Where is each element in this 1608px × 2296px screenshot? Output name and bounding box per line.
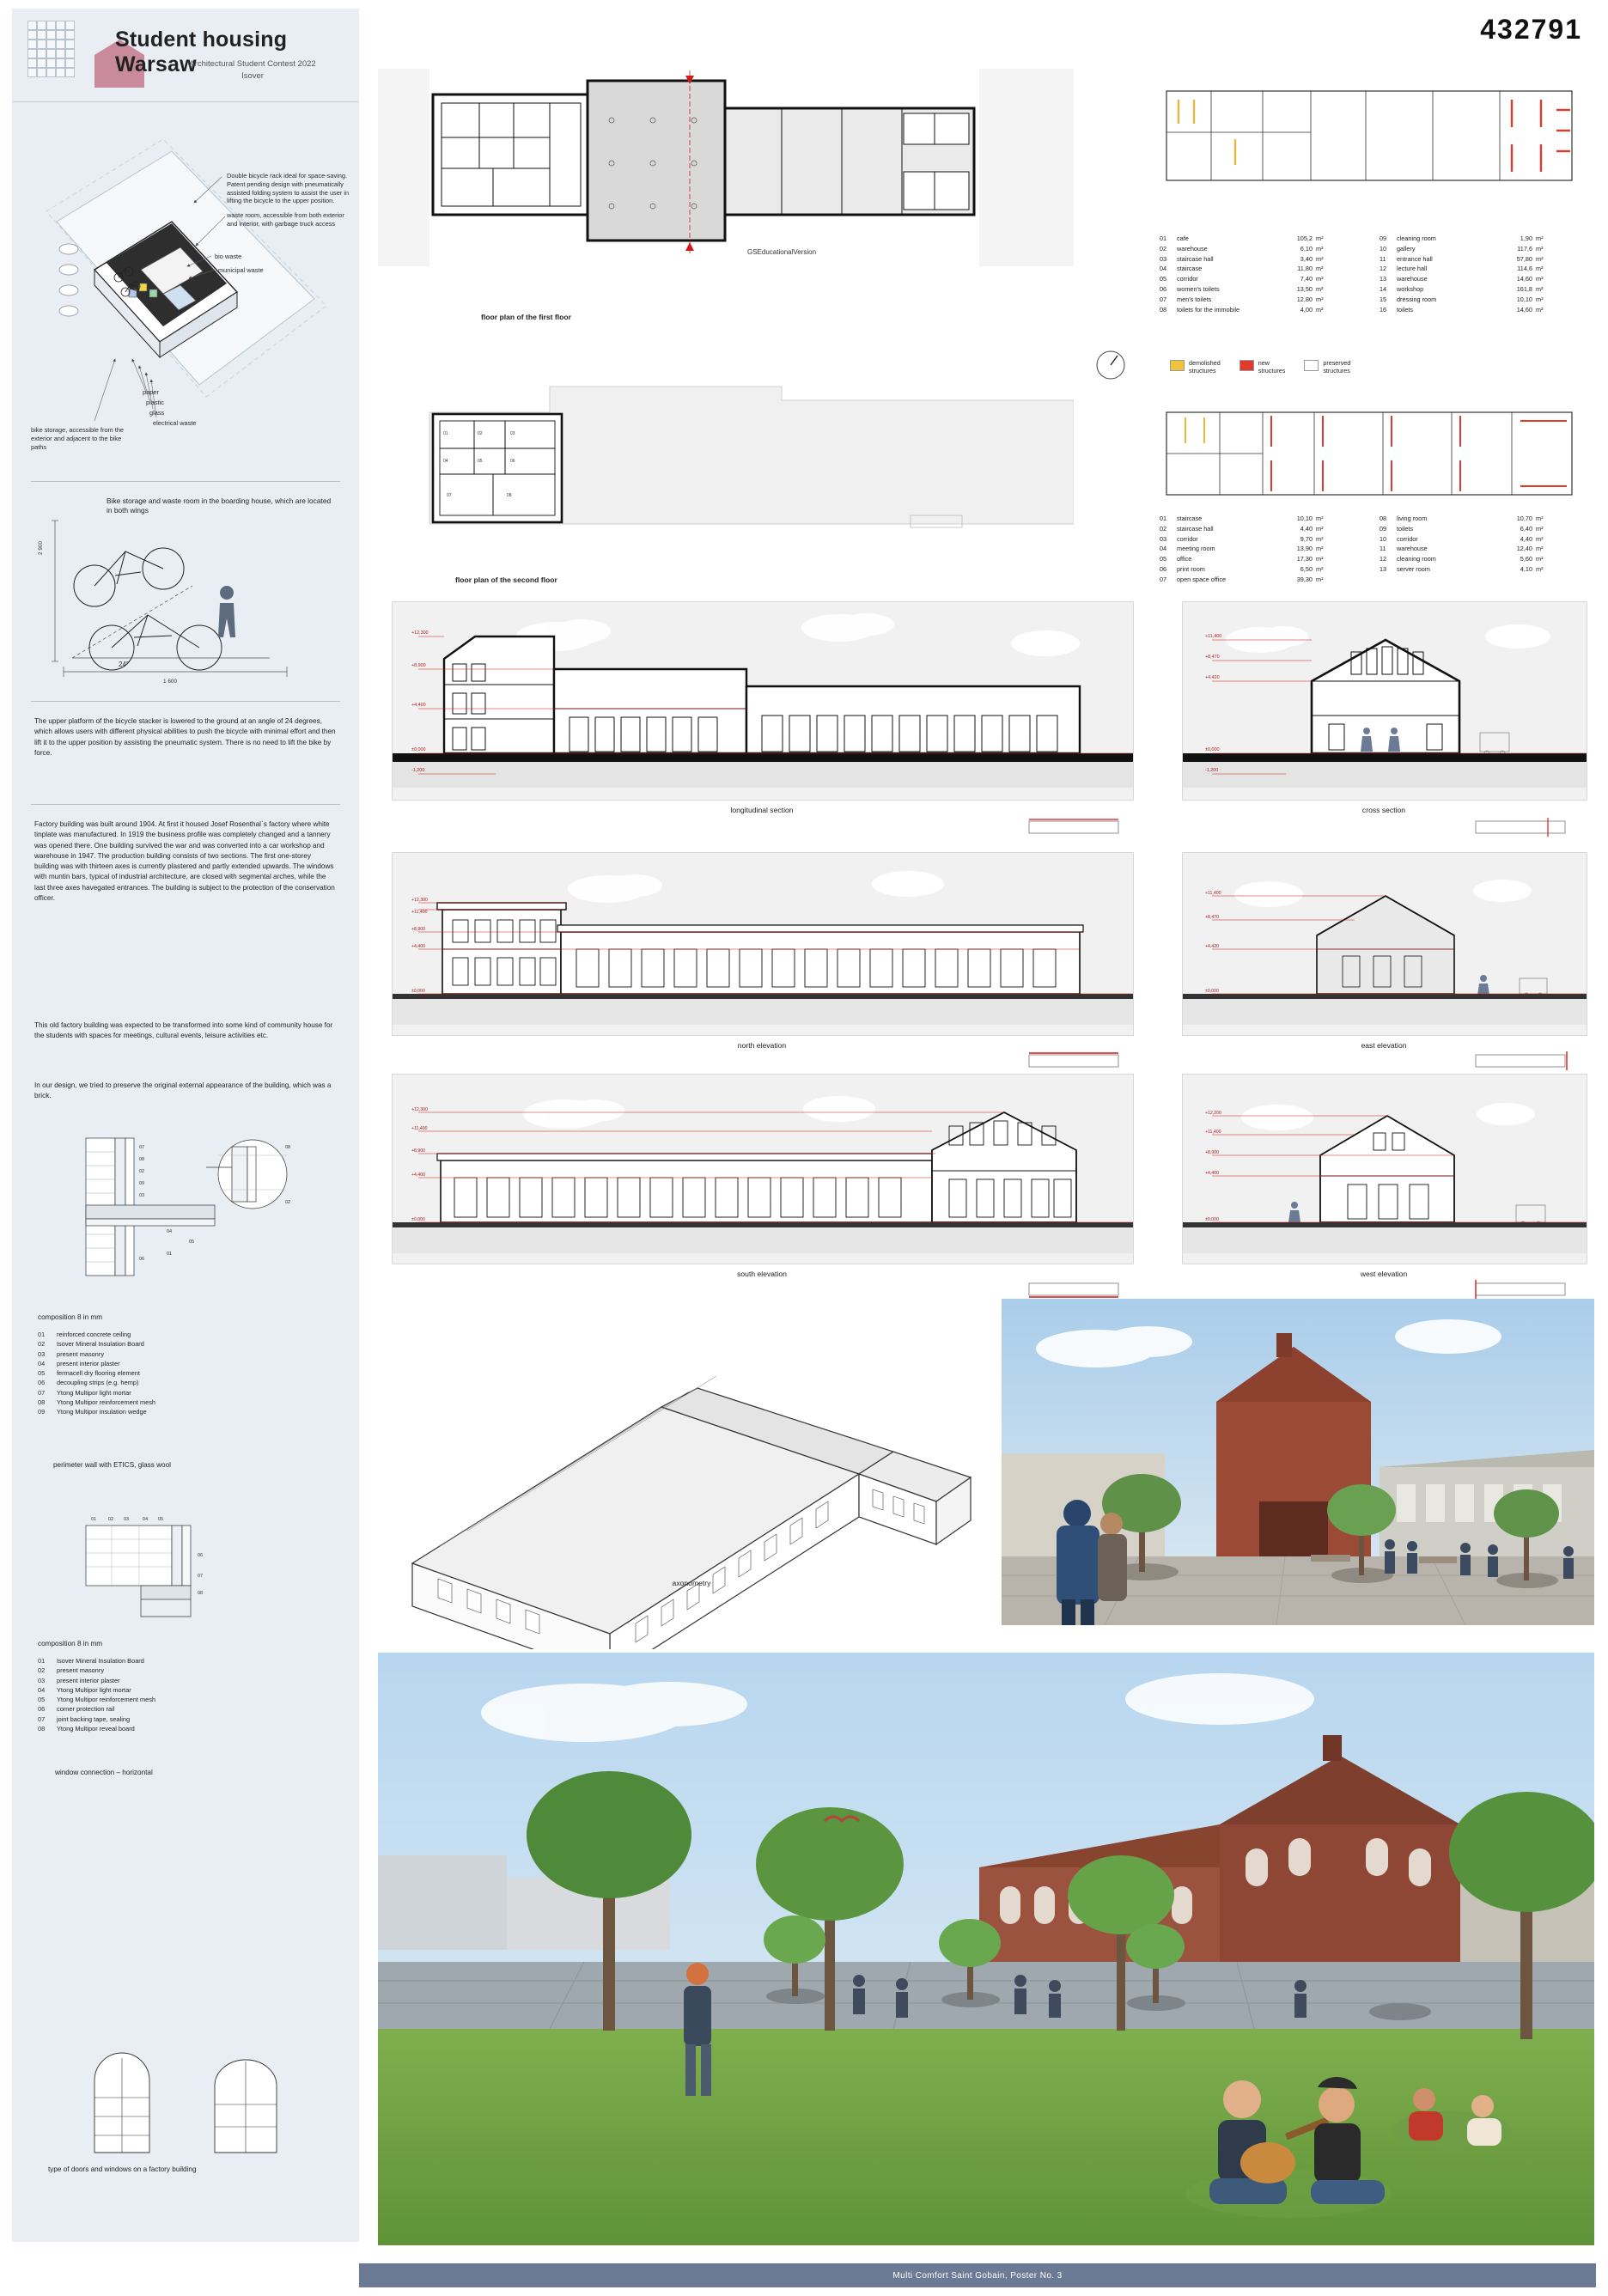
list-item: 08 Ytong Multipor reveal board	[38, 1724, 135, 1733]
legend-row: 16 toilets 14,60 m²	[1380, 305, 1544, 314]
svg-text:+12,200: +12,200	[1205, 1111, 1221, 1116]
svg-text:-1,200: -1,200	[1205, 768, 1219, 773]
svg-text:±0,000: ±0,000	[411, 747, 426, 752]
footer-text: Multi Comfort Saint Gobain, Poster No. 3	[892, 2270, 1063, 2281]
svg-text:05: 05	[158, 1517, 164, 1522]
legend-row: 11 warehouse 12,40 m²	[1380, 545, 1544, 553]
svg-text:05: 05	[478, 459, 483, 464]
legend-row: 05 office 17,30 m²	[1160, 555, 1324, 563]
legend-row: 12 lecture hall 114,6 m²	[1380, 265, 1544, 273]
legend-row: 01 cafe 105,2 m²	[1160, 234, 1324, 242]
svg-text:+11,400: +11,400	[1205, 1130, 1221, 1135]
swatch-new: new structures	[1240, 359, 1286, 375]
bike-waste-axonometry	[12, 101, 359, 496]
legend-row: 01 staircase 10,10 m²	[1160, 515, 1324, 522]
ground-legend-right	[1380, 234, 1553, 315]
svg-text:±0,000: ±0,000	[411, 989, 425, 994]
annotation-bio-waste: bio waste	[215, 253, 242, 260]
detail-2-list	[38, 1656, 155, 1733]
annotation-bike-storage: bike storage, accessible from the exterior and adjacent to the bike paths	[31, 426, 125, 451]
svg-text:+8,900: +8,900	[411, 927, 426, 932]
north-elevation-keyplan	[1027, 1050, 1122, 1072]
south-elevation-label: south elevation	[737, 1270, 787, 1278]
swatch-preserved: preserved structures	[1304, 359, 1350, 375]
south-elevation-keyplan	[1027, 1278, 1122, 1300]
svg-text:04: 04	[443, 459, 448, 464]
legend-row: 15 dressing room 10,10 m²	[1380, 295, 1544, 303]
divider-2	[31, 701, 340, 702]
svg-text:09: 09	[139, 1181, 145, 1186]
windows-caption: type of doors and windows on a factory building	[48, 2165, 197, 2173]
legend-row: 03 corridor 9,70 m²	[1160, 534, 1324, 543]
list-item: 04 present interior plaster	[38, 1359, 120, 1367]
svg-text:+8,470: +8,470	[1205, 915, 1220, 920]
wall-detail-2-drawing	[38, 1505, 338, 1634]
longitudinal-section-drawing	[392, 601, 1134, 801]
svg-text:01: 01	[443, 431, 448, 436]
svg-text:+12,300: +12,300	[411, 630, 429, 636]
render-lawn	[378, 1653, 1594, 2245]
svg-text:+8,900: +8,900	[1205, 1150, 1220, 1155]
detail-1-caption: perimeter wall with ETICS, glass wool	[53, 1461, 171, 1469]
svg-text:07: 07	[198, 1574, 204, 1579]
north-elevation-drawing	[392, 852, 1134, 1036]
svg-text:+4,400: +4,400	[411, 703, 426, 708]
svg-text:+11,400: +11,400	[411, 1126, 428, 1131]
svg-text:02: 02	[139, 1169, 145, 1174]
svg-text:+4,420: +4,420	[1205, 944, 1220, 949]
divider-1	[31, 481, 340, 482]
annotation-municipal-waste: municipal waste	[218, 266, 264, 274]
east-elevation-label: east elevation	[1361, 1041, 1407, 1050]
detail-2-caption: window connection – horizontal	[55, 1769, 153, 1776]
svg-text:+12,300: +12,300	[411, 898, 428, 903]
svg-text:06: 06	[198, 1553, 204, 1558]
wall-detail-1-drawing	[38, 1130, 338, 1306]
building-axonometry-drawing	[378, 1306, 1005, 1649]
list-item: 03 present interior plaster	[38, 1676, 120, 1684]
north-compass-icon	[1093, 347, 1129, 383]
detail-1-title: composition 8 in mm	[38, 1313, 103, 1321]
longitudinal-section-keyplan	[1027, 816, 1122, 838]
svg-text:GSEducationalVersion: GSEducationalVersion	[747, 248, 817, 256]
upper-legend-right	[1380, 514, 1553, 575]
cross-section-drawing	[1182, 601, 1587, 801]
svg-text:07: 07	[139, 1145, 145, 1150]
legend-row: 08 living room 10,70 m²	[1380, 515, 1544, 522]
svg-text:08: 08	[198, 1591, 204, 1596]
legend-row: 11 entrance hall 57,80 m²	[1380, 254, 1544, 263]
legend-row: 04 staircase 11,80 m²	[1160, 265, 1324, 273]
west-elevation-label: west elevation	[1360, 1270, 1408, 1278]
second-floor-plan	[378, 361, 1074, 576]
svg-text:-1,200: -1,200	[411, 768, 425, 773]
upper-floor-intervention-plan	[1160, 404, 1589, 507]
svg-text:08: 08	[285, 1145, 291, 1150]
svg-text:+12,300: +12,300	[411, 1107, 428, 1112]
upper-floor-legend	[1160, 514, 1589, 608]
svg-text:03: 03	[510, 431, 515, 436]
list-item: 05 Ytong Multipor reinforcement mesh	[38, 1696, 156, 1703]
svg-text:+11,400: +11,400	[411, 910, 428, 915]
list-item: 08 Ytong Multipor reinforcement mesh	[38, 1398, 156, 1406]
poster-footer	[359, 2263, 1596, 2287]
paragraph-transformation: This old factory building was expected to be transformed into some kind of community house for the students with spaces for meetings, cultural events, leisure activities etc.	[34, 1021, 333, 1040]
bike-stacker-diagram	[12, 490, 359, 704]
svg-text:+4,400: +4,400	[411, 1172, 426, 1178]
existing-plan-diagram	[1160, 79, 1589, 199]
svg-text:03: 03	[139, 1193, 145, 1198]
list-item: 01 Isover Mineral Insulation Board	[38, 1657, 144, 1665]
svg-text:06: 06	[510, 459, 515, 464]
annotation-glass: glass	[149, 409, 165, 417]
annotation-plastic: plastic	[146, 399, 164, 406]
svg-text:±0,000: ±0,000	[1205, 989, 1219, 994]
east-elevation-keyplan	[1474, 1050, 1568, 1072]
svg-text:01: 01	[167, 1252, 173, 1257]
list-item: 06 decoupling strips (e.g. hemp)	[38, 1379, 139, 1387]
bike-stacker-svg	[12, 490, 359, 704]
legend-row: 07 open space office 39,30 m²	[1160, 575, 1324, 583]
svg-text:02: 02	[108, 1517, 114, 1522]
legend-row: 05 corridor 7,40 m²	[1160, 275, 1324, 283]
legend-row: 10 gallery 117,6 m²	[1380, 244, 1544, 253]
svg-text:03: 03	[124, 1517, 130, 1522]
swatch-demolished: demolished structures	[1170, 359, 1221, 375]
svg-text:±0,000: ±0,000	[411, 1217, 425, 1222]
window-types-drawing	[38, 2044, 338, 2156]
svg-text:07: 07	[447, 493, 452, 498]
legend-row: 10 corridor 4,40 m²	[1380, 534, 1544, 543]
axonometry-label: axonometry	[672, 1579, 711, 1587]
legend-row: 04 meeting room 13,90 m²	[1160, 545, 1324, 553]
legend-row: 02 warehouse 6,10 m²	[1160, 244, 1324, 253]
render-courtyard	[1002, 1299, 1594, 1625]
svg-text:+4,420: +4,420	[1205, 675, 1220, 680]
legend-row: 14 workshop 161,8 m²	[1380, 285, 1544, 294]
legend-row: 03 staircase hall 3,40 m²	[1160, 254, 1324, 263]
list-item: 02 Isover Mineral Insulation Board	[38, 1340, 144, 1349]
bike-storage-caption: Bike storage and waste room in the boarding house, which are located in both wings	[107, 496, 332, 515]
legend-row: 09 cleaning room 1,90 m²	[1380, 234, 1544, 242]
list-item: 04 Ytong Multipor light mortar	[38, 1685, 131, 1694]
svg-text:±0,000: ±0,000	[1205, 747, 1220, 752]
second-floor-plan-label: floor plan of the second floor	[455, 576, 557, 584]
page-title: Student housing Warsaw	[115, 27, 288, 76]
structure-legend	[1170, 359, 1350, 375]
ground-legend-left	[1160, 234, 1333, 315]
legend-row: 12 cleaning room 5,60 m²	[1380, 555, 1544, 563]
contest-sponsor: Isover	[241, 71, 264, 82]
west-elevation-drawing	[1182, 1074, 1587, 1264]
list-item: 07 Ytong Multipor light mortar	[38, 1388, 131, 1397]
legend-row: 06 print room 6,50 m²	[1160, 565, 1324, 574]
dim-width: 1 600	[163, 679, 177, 685]
list-item: 09 Ytong Multipor insulation wedge	[38, 1408, 147, 1416]
legend-row: 06 women's toilets 13,50 m²	[1160, 285, 1324, 294]
left-column	[12, 9, 359, 2242]
list-item: 05 fermacell dry flooring element	[38, 1369, 140, 1377]
legend-row: 13 server room 4,10 m²	[1380, 565, 1544, 574]
legend-row: 08 toilets for the immobile 4,00 m²	[1160, 305, 1324, 314]
paragraph-stacker: The upper platform of the bicycle stacker is lowered to the ground at an angle of 24 degrees, which allows users with different physical abilities to push the bicycle with minimal effort and then lift it to the upper position by assisting the pneumatic system. There is no need to lift the bike by force.	[34, 717, 336, 757]
longitudinal-section-label: longitudinal section	[730, 806, 794, 814]
annotation-bike-rack: Double bicycle rack ideal for space-saving. Patent pending design with pneumatically assisted folding system to assist the user in lifting the bicycle to the upper position.	[227, 172, 350, 205]
east-elevation-drawing	[1182, 852, 1587, 1036]
first-floor-plan-label: floor plan of the first floor	[481, 313, 572, 321]
annotation-waste-room: waste room, accessible from both exterior and interior, with garbage truck access	[227, 211, 344, 228]
svg-text:08: 08	[139, 1157, 145, 1162]
svg-text:+4,400: +4,400	[411, 944, 426, 949]
north-elevation-label: north elevation	[737, 1041, 787, 1050]
svg-text:01: 01	[91, 1517, 97, 1522]
list-item: 07 joint backing tape, sealing	[38, 1714, 131, 1723]
detail-1-list	[38, 1330, 155, 1416]
svg-text:+11,400: +11,400	[1205, 634, 1222, 639]
dim-height: 2 900	[38, 541, 44, 555]
svg-text:24°: 24°	[119, 661, 130, 668]
list-item: 06 corner protection rail	[38, 1705, 115, 1714]
divider-3	[31, 804, 340, 805]
legend-row: 07 men's toilets 12,80 m²	[1160, 295, 1324, 303]
upper-legend-left	[1160, 514, 1333, 585]
legend-row: 13 warehouse 14,60 m²	[1380, 275, 1544, 283]
list-item: 03 present masonry	[38, 1349, 105, 1358]
paragraph-history: Factory building was built around 1904. At first it housed Josef Rosenthal`s factory where white tinplate was manufactured. In 1919 the business profile was completely changed and a tannery was opened there. One building survived the war and was converted into a car workshop and warehouse in 1947. The production building consists of two sections. The first one-storey building was with thirteen axes is currently plastered and partly extended upwards. The windows with muntin bars, typical of industrial architecture, are closed with segmental arches, while the last three axes havegated entrances. The building is subject to the protection of the conservation officer.	[34, 820, 335, 903]
contest-subtitle	[184, 58, 321, 83]
west-elevation-keyplan	[1474, 1278, 1568, 1300]
first-floor-plan	[378, 69, 1074, 292]
south-elevation-drawing	[392, 1074, 1134, 1264]
list-item: 01 reinforced concrete ceiling	[38, 1331, 131, 1338]
detail-2-title: composition 8 in mm	[38, 1640, 103, 1647]
ground-floor-legend	[1160, 234, 1589, 337]
svg-text:04: 04	[167, 1229, 173, 1234]
annotation-electrical-waste: electrical waste	[153, 419, 197, 427]
list-item: 02 present masonry	[38, 1666, 105, 1675]
cross-section-label: cross section	[1361, 806, 1406, 814]
contest-name: Architectural Student Contest 2022	[189, 59, 316, 69]
svg-text:+8,900: +8,900	[411, 1148, 426, 1154]
svg-text:02: 02	[285, 1200, 291, 1205]
svg-text:+8,900: +8,900	[411, 663, 426, 668]
svg-text:05: 05	[189, 1239, 195, 1245]
svg-text:02: 02	[478, 431, 483, 436]
entry-code: 432791	[1480, 14, 1582, 45]
svg-text:04: 04	[143, 1517, 149, 1522]
svg-text:+11,400: +11,400	[1205, 891, 1221, 896]
svg-text:+4,400: +4,400	[1205, 1171, 1220, 1176]
legend-row: 09 toilets 6,40 m²	[1380, 524, 1544, 533]
paragraph-design: In our design, we tried to preserve the original external appearance of the building, which was a brick.	[34, 1081, 332, 1100]
svg-text:06: 06	[139, 1257, 145, 1262]
svg-text:±0,000: ±0,000	[1205, 1217, 1219, 1222]
svg-text:08: 08	[507, 493, 512, 498]
left-header	[12, 9, 359, 102]
annotation-paper: paper	[143, 388, 159, 396]
cross-section-keyplan	[1474, 816, 1568, 838]
legend-row: 02 staircase hall 4,40 m²	[1160, 524, 1324, 533]
svg-text:+8,470: +8,470	[1205, 655, 1220, 660]
grid-logo-icon	[27, 21, 81, 88]
